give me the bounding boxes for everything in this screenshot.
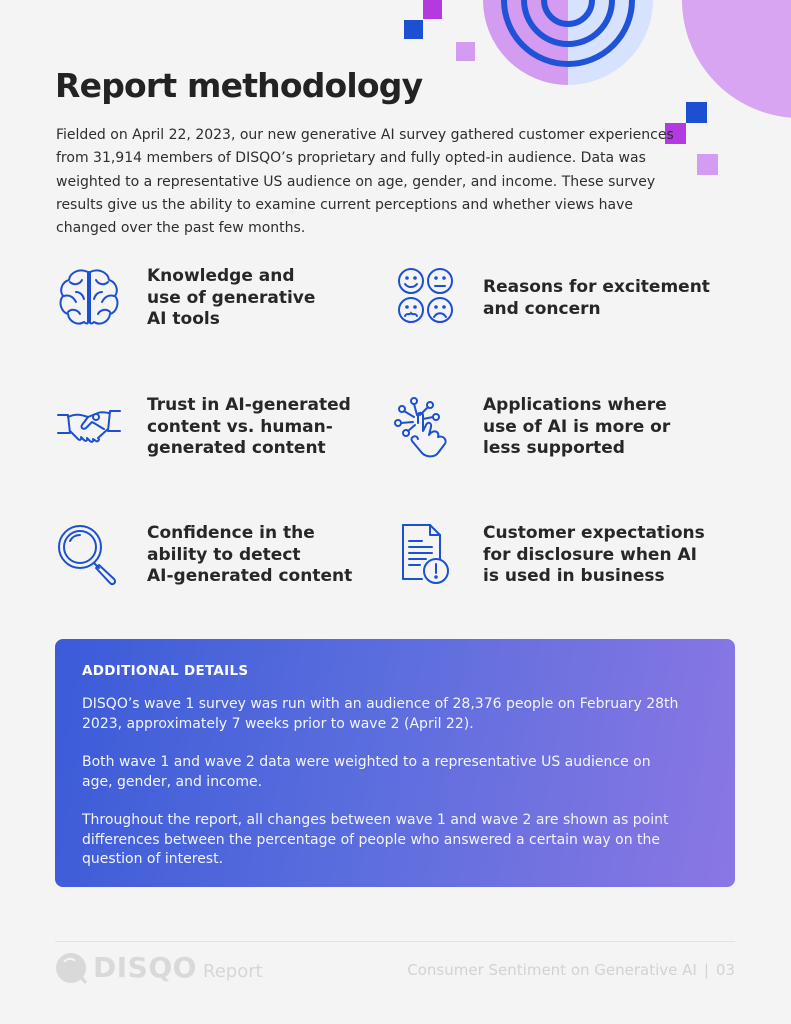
additional-details-card [55, 639, 735, 887]
target-rings-graphic [483, 0, 653, 85]
topic-item [56, 523, 396, 613]
brain-icon [56, 266, 122, 332]
magnifier-icon [56, 523, 122, 589]
details-paragraph: Both wave 1 and wave 2 data were weighted to a representative US audience on age, gender, and income. [82, 754, 651, 790]
page-title: Report methodology [55, 66, 423, 105]
brand-name: DISQO [93, 951, 197, 984]
hand-network-icon [392, 395, 458, 461]
topic-label: Applications where use of AI is more or less supported [483, 395, 671, 458]
page-number: 03 [715, 961, 735, 979]
brand-suffix: Report [203, 961, 263, 982]
topic-item [392, 523, 732, 613]
topic-label: Confidence in the ability to detect AI-generated content [147, 523, 353, 586]
disqo-logo-icon [55, 952, 95, 986]
footer-divider [55, 941, 735, 942]
topic-item [392, 266, 732, 356]
intro-paragraph: Fielded on April 22, 2023, our new generative AI survey gathered customer experiences from 31,914 members of DISQO’s proprietary and fully opted-in audience. Data was weighted to a representative US audience on age, gender, and income. These survey results give us the ability to examine current perceptions and whether views have changed over the past few months. [56, 127, 674, 237]
details-paragraph: DISQO’s wave 1 survey was run with an audience of 28,376 people on February 28th 2023, approximately 7 weeks prior to wave 2 (April 22). [82, 696, 679, 732]
footer-separator: | [703, 961, 709, 979]
topic-item [392, 395, 732, 485]
document-alert-icon [392, 523, 458, 589]
document-title: Consumer Sentiment on Generative AI [407, 961, 697, 979]
footer-document-info [407, 961, 735, 979]
details-heading: ADDITIONAL DETAILS [82, 663, 249, 679]
topic-item [56, 395, 396, 485]
topic-label: Customer expectations for disclosure when AI is used in business [483, 523, 705, 586]
topic-item [56, 266, 396, 356]
handshake-icon [56, 395, 122, 461]
topic-label: Knowledge and use of generative AI tools [147, 266, 316, 329]
emoji-faces-icon [392, 266, 458, 332]
topic-label: Reasons for excitement and concern [483, 277, 710, 319]
lavender-circle-graphic [682, 0, 791, 118]
details-paragraph: Throughout the report, all changes between wave 1 and wave 2 are shown as point differences between the percentage of people who answered a certain way on the question of interest. [82, 812, 669, 867]
topic-label: Trust in AI-generated content vs. human- generated content [147, 395, 351, 458]
